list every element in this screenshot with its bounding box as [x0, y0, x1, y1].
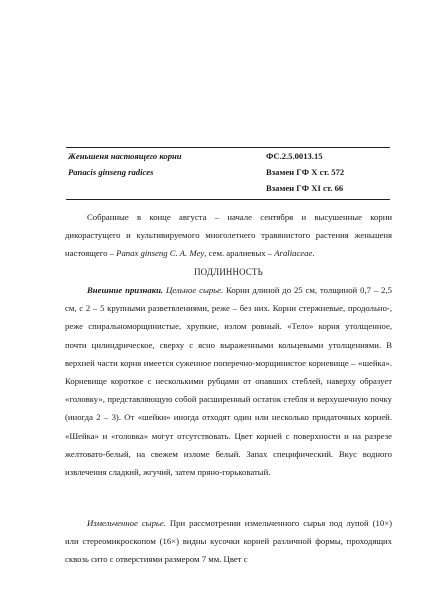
replaces-gf-xi: Взамен ГФ XI ст. 66 — [266, 183, 344, 193]
header-bottom-rule — [66, 199, 390, 200]
monograph-title-russian: Женьшеня настоящего корни — [68, 151, 182, 161]
external-features-text — [65, 281, 392, 481]
intro-text-part3: . — [312, 248, 315, 259]
external-features-paragraph — [65, 281, 392, 481]
monograph-code: ФС.2.5.0013.15 — [266, 151, 323, 161]
section-title-authenticity: ПОДЛИННОСТЬ — [194, 267, 263, 277]
latin-species-name: Panax ginseng C. A. Mey — [116, 248, 205, 259]
intro-text-part1: Собранные в конце августа – начале сентября и высушенные корни дикорастущего и культивируемого многолетнего травянистого растения женьшеня настоящего – — [65, 212, 392, 259]
intro-text-part2: , сем. аралиевых – — [204, 248, 275, 259]
intro-text — [65, 208, 392, 263]
external-features-body: Корни длиной до 25 см, толщиной 0,7 – 2,5 см, с 2 – 5 крупными разветвлениями, реже – без них. Корни стержневые, продольно-, реже спиральноморщинистые, хрупкие, излом ровный. «Тело» корня утолщенное, почти цилиндрическое, сверху с ясно выраженными кольцевыми утолщениями. В верхней части корня имеется суженное поперечно-морщинистое корневище – «шейка». Корневище короткое с несколькими рубцами от опавших стеблей, наверху образует «головку», представляющую собой расширенный остаток стебля и верхушечную почку (иногда 2 – 3). От «шейки» иногда отходят один или несколько придаточных корней. «Шейка» и «головка» могут отсутствовать. Цвет корней с поверхности и на разрезе желтовато-белый, на свежем изломе белый. Запах специфический. Вкус водного извлечения сладкий, жгучий, затем пряно-горьковатый. — [65, 285, 392, 478]
crushed-raw-material-body: При рассмотрении измельченного сырья под лупой (10×) или стереомикроскопом (16×) видны кусочки корней различной формы, проходящих сквозь сито с отверстиями размером 7 мм. Цвет с — [65, 518, 392, 565]
external-features-heading: Внешние признаки. — [87, 285, 164, 295]
latin-family-name: Araliaceae — [274, 248, 313, 259]
crushed-raw-material-heading: Измельченное сырье. — [87, 518, 166, 528]
crushed-raw-material-text — [65, 514, 392, 569]
monograph-title-latin: Panacis ginseng radices — [68, 167, 154, 177]
whole-raw-material-heading: Цельное сырье. — [163, 285, 224, 295]
header-top-rule — [66, 147, 390, 148]
replaces-gf-x: Взамен ГФ X ст. 572 — [266, 167, 345, 177]
intro-paragraph — [65, 208, 392, 263]
crushed-raw-material-paragraph — [65, 514, 392, 569]
